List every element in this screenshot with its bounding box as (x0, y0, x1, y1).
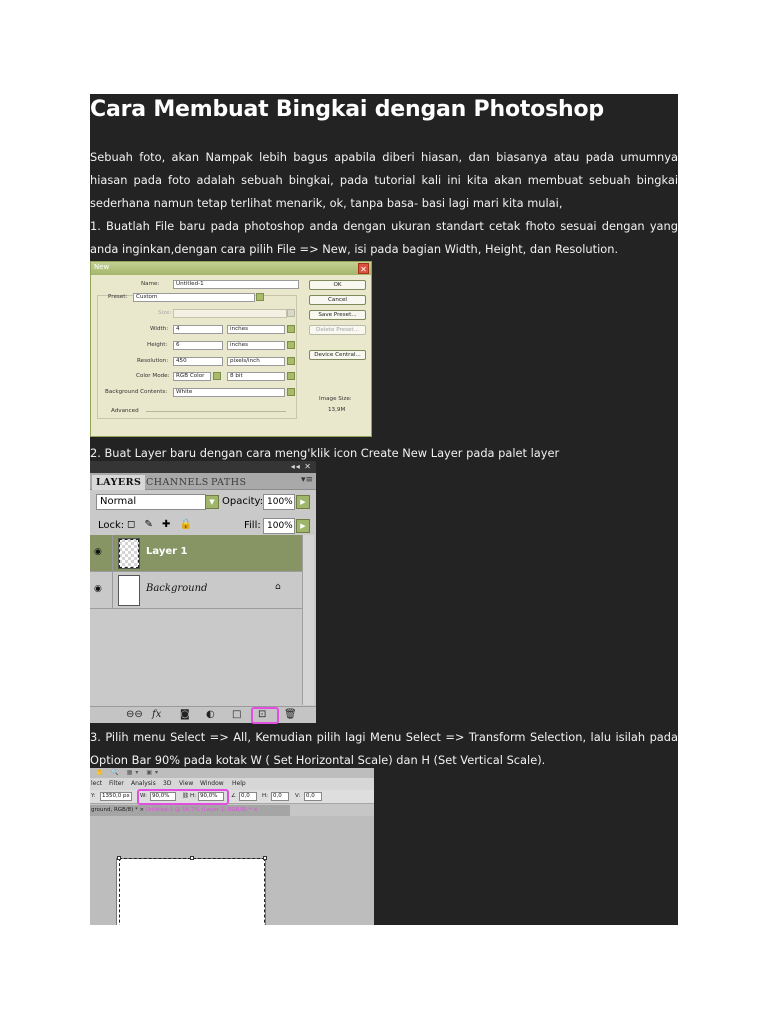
layers-panel (90, 461, 316, 723)
transform-selection-screenshot (90, 768, 374, 925)
width-unit-dropdown-icon[interactable] (287, 325, 295, 333)
page-title: Cara Membuat Bingkai dengan Photoshop (90, 97, 604, 122)
adjustment-layer-icon[interactable]: ◐ (206, 709, 215, 720)
row-separator (112, 572, 113, 609)
vskew-label: V: (295, 793, 301, 799)
lock-options-icons[interactable]: ◻ ✎ ✚ 🔒 (127, 519, 196, 530)
link-layers-icon[interactable]: ⊖⊖ (126, 709, 143, 720)
menu-filter[interactable]: Filter (109, 780, 124, 787)
layer-row-layer-1[interactable] (90, 535, 302, 572)
opacity-field[interactable]: 100% (263, 494, 295, 510)
blend-mode-select[interactable]: Normal (96, 494, 206, 510)
background-contents-select[interactable]: White (173, 388, 285, 397)
fill-field[interactable]: 100% (263, 518, 295, 534)
transform-selection-box[interactable] (119, 858, 265, 925)
fill-label: Fill: (244, 520, 261, 531)
layers-scrollbar[interactable] (302, 535, 314, 705)
menu-bar (90, 778, 374, 790)
new-document-dialog (90, 261, 372, 437)
angle-field[interactable]: 0,0 (239, 792, 257, 801)
cancel-button[interactable]: Cancel (309, 295, 366, 305)
layer-name[interactable]: Layer 1 (146, 546, 188, 557)
wh-highlight (137, 789, 229, 805)
menu-window[interactable]: Window (200, 780, 224, 787)
add-mask-icon[interactable]: ◙ (180, 709, 190, 720)
opacity-slider-icon[interactable]: ▶ (296, 495, 310, 509)
layer-name[interactable]: Background (146, 583, 208, 594)
resolution-field[interactable]: 450 (173, 357, 223, 366)
layer-row-background[interactable] (90, 572, 302, 609)
blend-mode-dropdown-icon[interactable]: ▼ (205, 495, 219, 509)
name-label: Name: (141, 281, 160, 287)
row-separator (112, 535, 113, 572)
transform-handle[interactable] (117, 856, 121, 860)
resolution-unit-dropdown-icon[interactable] (287, 357, 295, 365)
size-dropdown-icon (287, 309, 295, 317)
hskew-label: H: (262, 793, 268, 799)
color-mode-select[interactable]: RGB Color (173, 372, 211, 381)
preset-label: Preset: (108, 294, 128, 300)
create-new-layer-icon[interactable]: ⊡ (258, 709, 267, 720)
color-mode-dropdown-icon[interactable] (213, 372, 221, 380)
panel-tabs (90, 473, 316, 490)
delete-preset-button: Delete Preset... (309, 325, 366, 335)
dialog-titlebar (91, 262, 371, 275)
image-size-value: 13,9M (328, 407, 346, 413)
opacity-label: Opacity: (222, 496, 264, 507)
menu-view[interactable]: View (179, 780, 194, 787)
app-icon-bar[interactable]: ✋ 🔍 ▦▾ ▣▾ (90, 768, 374, 778)
height-unit-select[interactable]: inches (227, 341, 285, 350)
tab-paths[interactable]: PATHS (211, 477, 247, 488)
save-preset-button[interactable]: Save Preset... (309, 310, 366, 320)
width-unit-select[interactable]: inches (227, 325, 285, 334)
transform-handle[interactable] (263, 856, 267, 860)
dialog-title: New (94, 263, 110, 271)
close-icon[interactable]: ✕ (358, 263, 369, 274)
hskew-field[interactable]: 0,0 (271, 792, 289, 801)
preset-select[interactable]: Custom (133, 293, 255, 302)
name-field[interactable]: Untitled-1 (173, 280, 299, 289)
options-bar (90, 790, 374, 804)
layer-thumbnail (118, 575, 140, 606)
h-field[interactable]: 90,0% (198, 792, 224, 801)
w-field[interactable]: 90,0% (150, 792, 176, 801)
background-contents-label: Background Contents: (105, 389, 168, 395)
bit-depth-dropdown-icon[interactable] (287, 372, 295, 380)
step-1-paragraph: 1. Buatlah File baru pada photoshop anda dengan ukuran standart cetak fhoto sesuai dengan yang anda inginkan,dengan cara pilih File => New, isi pada bagian Width, Height, dan Resolution. (90, 219, 678, 256)
y-field[interactable]: 1350,0 px (100, 792, 132, 801)
menu-help[interactable]: Help (232, 780, 246, 787)
article-panel (90, 94, 678, 925)
angle-label: ∠ (231, 793, 236, 799)
size-select (173, 309, 287, 318)
vskew-field[interactable]: 0,0 (304, 792, 322, 801)
bit-depth-select[interactable]: 8 bit (227, 372, 285, 381)
panel-topbar (90, 461, 316, 473)
link-icon: ⛓ (182, 793, 189, 799)
visibility-eye-icon[interactable]: ◉ (94, 584, 102, 594)
background-contents-dropdown-icon[interactable] (287, 388, 295, 396)
layer-thumbnail (118, 538, 140, 569)
color-mode-label: Color Mode: (136, 373, 170, 379)
w-label: W: (140, 793, 147, 799)
new-layer-highlight (251, 707, 279, 724)
resolution-label: Resolution: (137, 358, 169, 364)
advanced-toggle[interactable]: Advanced (111, 408, 139, 414)
tab-layers[interactable]: LAYERS (92, 475, 145, 490)
tab-channels[interactable]: CHANNELS (146, 477, 209, 488)
ok-button[interactable]: OK (309, 280, 366, 290)
transform-handle[interactable] (190, 856, 194, 860)
intro-paragraph: Sebuah foto, akan Nampak lebih bagus apabila diberi hiasan, dan biasanya atau pada umumnya hiasan pada foto adalah sebuah bingkai, pada tutorial kali ini kita akan membuat sebuah bingkai sederhana namun tetap terlihat menarik, ok, tanpa basa- basi lagi mari kita mulai, (90, 150, 678, 210)
panel-menu-icon[interactable]: ▾≡ (300, 475, 313, 485)
size-label: Size: (158, 310, 172, 316)
panel-collapse-close-icon[interactable]: ◂◂ ✕ (290, 462, 312, 471)
document-tabs (90, 805, 290, 816)
menu-select[interactable]: lect (91, 780, 103, 787)
height-label: Height: (147, 342, 168, 348)
width-label: Width: (150, 326, 169, 332)
width-field[interactable]: 4 (173, 325, 223, 334)
preset-dropdown-icon[interactable] (256, 293, 264, 301)
height-unit-dropdown-icon[interactable] (287, 341, 295, 349)
advanced-divider (146, 411, 286, 412)
lock-label: Lock: (98, 520, 125, 531)
step-2-paragraph: 2. Buat Layer baru dengan cara meng'klik icon Create New Layer pada palet layer (90, 446, 560, 460)
lock-icon: ⌂ (275, 582, 281, 592)
panel-bottom-toolbar (90, 706, 316, 723)
image-size-label: Image Size: (319, 396, 352, 402)
visibility-eye-icon[interactable]: ◉ (94, 547, 102, 557)
fill-slider-icon[interactable]: ▶ (296, 519, 310, 533)
h-label: H: (190, 793, 196, 799)
menu-3d[interactable]: 3D (163, 780, 172, 787)
fx-icon[interactable]: fx (152, 709, 162, 720)
tab-untitled-1[interactable]: Untitled-1 @ 16,7% (Layer 1, RGB/8) * × (145, 807, 258, 813)
device-central-button[interactable]: Device Central... (309, 350, 366, 360)
step-3-paragraph: 3. Pilih menu Select => All, Kemudian pilih lagi Menu Select => Transform Selection, lalu isilah pada Option Bar 90% pada kotak W ( Set Horizontal Scale) dan H (Set Vertical Scale). (90, 730, 678, 767)
height-field[interactable]: 6 (173, 341, 223, 350)
new-group-icon[interactable]: □ (232, 709, 242, 720)
y-label: Y: (91, 793, 96, 799)
resolution-unit-select[interactable]: pixels/inch (227, 357, 285, 366)
menu-analysis[interactable]: Analysis (131, 780, 156, 787)
tab-background-doc[interactable]: ground, RGB/8) * × (91, 807, 145, 813)
trash-icon[interactable]: 🗑 (284, 709, 297, 720)
